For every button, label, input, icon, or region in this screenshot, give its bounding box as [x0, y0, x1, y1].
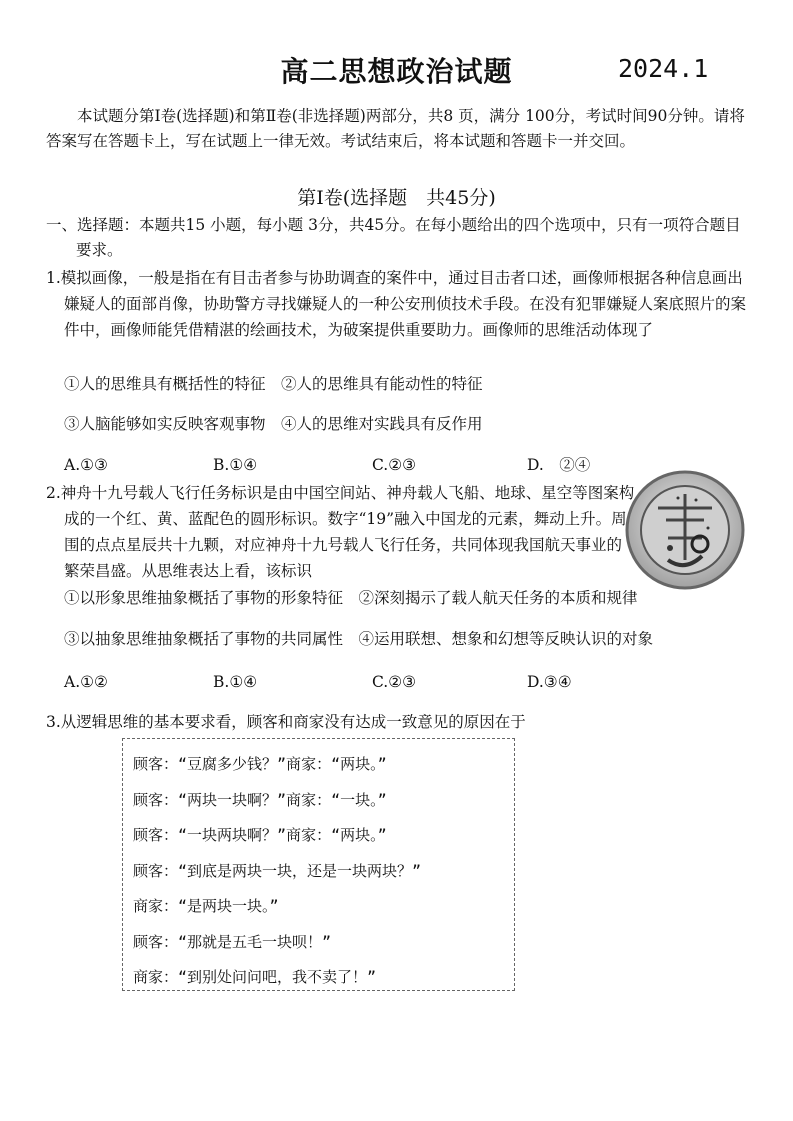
dialog-line: 商家：“到别处问问吧，我不卖了！” — [133, 968, 377, 986]
question-1-options-row-2: ③人脑能够如实反映客观事物 ④人的思维对实践具有反作用 — [64, 415, 483, 433]
question-2-choice-a: A.①② — [64, 673, 108, 691]
exam-date: 2024.1 — [618, 54, 709, 83]
question-1-choice-d: D. ②④ — [527, 456, 591, 474]
dialog-line: 顾客：“两块一块啊？”商家：“一块。” — [133, 790, 387, 809]
question-2-choice-c: C.②③ — [372, 673, 417, 691]
question-1-stem: 1.模拟画像，一般是指在有目击者参与协助调查的案件中，通过目击者口述，画像师根据各种信息画出嫌疑人的面部肖像，协助警方寻找嫌疑人的一种公安刑侦技术手段。在没有犯罪嫌疑人案底照片的案件中，画像师能凭借精湛的绘画技术，为破案提供重要助力。画像师的思维活动体现了 — [46, 269, 747, 339]
question-2-options-row-2: ③以抽象思维抽象概括了事物的共同属性 ④运用联想、想象和幻想等反映认识的对象 — [64, 630, 654, 648]
question-1-choice-a: A.①③ — [64, 456, 108, 474]
section-instructions: 一、选择题：本题共15 小题，每小题 3分，共45分。在每小题给出的四个选项中，只有一项符合题目要求。 — [46, 216, 741, 259]
question-2-stem: 2.神舟十九号载人飞行任务标识是由中国空间站、神舟载人飞船、地球、星空等图案构成的一个红、黄、蓝配色的圆形标识。数字“19”融入中国龙的元素，舞动上升。周围的点点星辰共十九颗，对应神舟十九号载人飞行任务，共同体现我国航天事业的繁荣昌盛。从思维表达上看，该标识 — [46, 484, 635, 580]
dialog-box — [122, 738, 515, 991]
dialog-line: 顾客：“到底是两块一块，还是一块两块？” — [133, 861, 422, 880]
question-2-choice-b: B.①④ — [213, 673, 258, 691]
question-1-choice-c: C.②③ — [372, 456, 417, 474]
exam-title: 高二思想政治试题 — [280, 55, 513, 88]
dialog-line: 顾客：“豆腐多少钱？”商家：“两块。” — [133, 755, 387, 773]
question-2-options-row-1: ①以形象思维抽象概括了事物的形象特征 ②深刻揭示了载人航天任务的本质和规律 — [64, 589, 638, 607]
dialog-line: 顾客：“一块两块啊？”商家：“两块。” — [133, 826, 387, 844]
question-1-choice-b: B.①④ — [213, 456, 258, 474]
section-title: 第Ⅰ卷(选择题 共45分) — [297, 187, 496, 209]
mission-emblem-image — [618, 468, 752, 592]
question-2-choice-d: D.③④ — [527, 673, 572, 691]
question-3-stem: 3.从逻辑思维的基本要求看，顾客和商家没有达成一致意见的原因在于 — [46, 713, 526, 731]
exam-intro: 本试题分第Ⅰ卷(选择题)和第Ⅱ卷(非选择题)两部分，共8 页，满分 100分，考试时间90分钟。请将答案写在答题卡上，写在试题上一律无效。考试结束后，将本试题和答题卡一并交回。 — [46, 107, 745, 150]
dialog-line: 商家：“是两块一块。” — [133, 897, 279, 915]
question-1-options-row-1: ①人的思维具有概括性的特征 ②人的思维具有能动性的特征 — [64, 375, 483, 393]
dialog-line: 顾客：“那就是五毛一块呗！” — [133, 932, 332, 951]
